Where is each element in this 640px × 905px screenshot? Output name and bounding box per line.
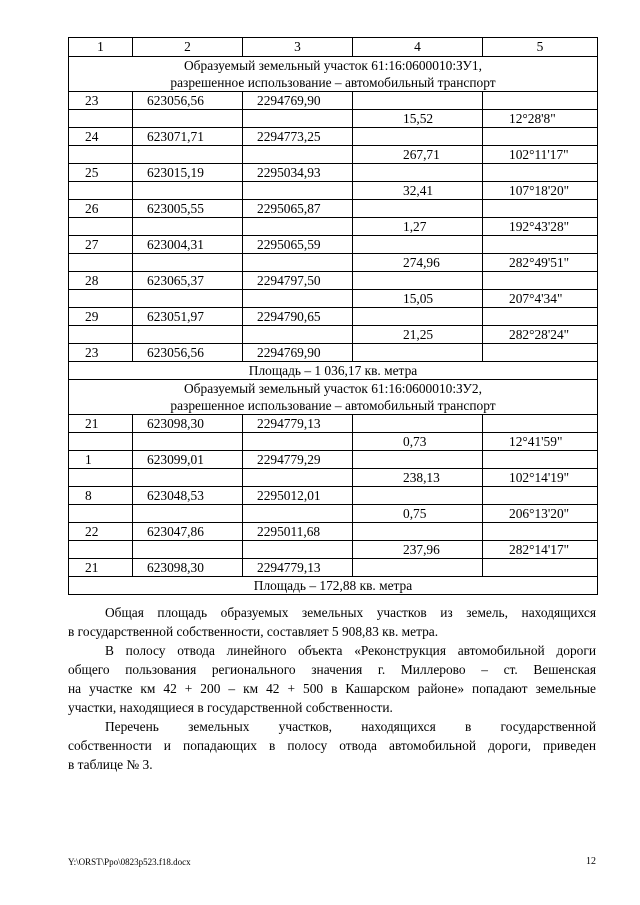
direction-angle: 282°49'51" xyxy=(483,254,598,272)
empty-cell xyxy=(483,415,598,433)
paragraph-right-of-way xyxy=(68,641,596,717)
text-line: в таблице № 3. xyxy=(68,757,153,772)
distance: 21,25 xyxy=(353,326,483,344)
section-title-line: Образуемый земельный участок 61:16:0600010:ЗУ2, xyxy=(184,381,482,396)
empty-cell xyxy=(483,451,598,469)
empty-cell xyxy=(483,559,598,577)
distance: 274,96 xyxy=(353,254,483,272)
table-header-row xyxy=(69,38,598,57)
empty-cell xyxy=(133,182,243,200)
x-coordinate: 623098,30 xyxy=(133,559,243,577)
direction-angle: 12°28'8" xyxy=(483,110,598,128)
table-row xyxy=(69,469,598,487)
section-title-row xyxy=(69,57,598,92)
empty-cell xyxy=(483,308,598,326)
coordinates-table-body xyxy=(69,38,598,595)
empty-cell xyxy=(353,523,483,541)
area-row-cell: Площадь – 1 036,17 кв. метра xyxy=(69,362,598,380)
empty-cell xyxy=(483,236,598,254)
empty-cell xyxy=(483,92,598,110)
column-header: 4 xyxy=(353,38,483,57)
y-coordinate: 2295065,59 xyxy=(243,236,353,254)
section-title-line: разрешенное использование – автомобильный транспорт xyxy=(170,398,496,413)
point-number: 28 xyxy=(69,272,133,290)
table-row xyxy=(69,505,598,523)
table-row xyxy=(69,164,598,182)
paragraph-total-area xyxy=(68,603,596,641)
empty-cell xyxy=(483,487,598,505)
distance: 238,13 xyxy=(353,469,483,487)
x-coordinate: 623071,71 xyxy=(133,128,243,146)
point-number: 8 xyxy=(69,487,133,505)
column-header: 3 xyxy=(243,38,353,57)
x-coordinate: 623051,97 xyxy=(133,308,243,326)
point-number: 21 xyxy=(69,415,133,433)
y-coordinate: 2295011,68 xyxy=(243,523,353,541)
table-row xyxy=(69,218,598,236)
table-row xyxy=(69,146,598,164)
point-number: 23 xyxy=(69,92,133,110)
area-row xyxy=(69,362,598,380)
empty-cell xyxy=(243,433,353,451)
empty-cell xyxy=(133,146,243,164)
page-number: 12 xyxy=(586,856,596,867)
table-row xyxy=(69,433,598,451)
empty-cell xyxy=(243,469,353,487)
x-coordinate: 623004,31 xyxy=(133,236,243,254)
empty-cell xyxy=(353,164,483,182)
text-line: В полосу отвода линейного объекта «Реконструкция автомобильной дороги xyxy=(105,643,596,658)
empty-cell xyxy=(243,110,353,128)
empty-cell xyxy=(353,308,483,326)
empty-cell xyxy=(353,415,483,433)
table-row xyxy=(69,523,598,541)
empty-cell xyxy=(353,487,483,505)
y-coordinate: 2295012,01 xyxy=(243,487,353,505)
point-number: 23 xyxy=(69,344,133,362)
empty-cell xyxy=(243,505,353,523)
table-row xyxy=(69,182,598,200)
empty-cell xyxy=(483,523,598,541)
y-coordinate: 2294779,13 xyxy=(243,415,353,433)
y-coordinate: 2294773,25 xyxy=(243,128,353,146)
empty-cell xyxy=(353,451,483,469)
direction-angle: 107°18'20" xyxy=(483,182,598,200)
text-line: в государственной собственности, составляет 5 908,83 кв. метра. xyxy=(68,624,439,639)
x-coordinate: 623099,01 xyxy=(133,451,243,469)
table-row xyxy=(69,110,598,128)
text-line: собственности и попадающих в полосу отвода автомобильной дороги, приведен xyxy=(68,738,596,753)
distance: 15,52 xyxy=(353,110,483,128)
y-coordinate: 2295065,87 xyxy=(243,200,353,218)
point-number: 1 xyxy=(69,451,133,469)
x-coordinate: 623048,53 xyxy=(133,487,243,505)
point-number: 25 xyxy=(69,164,133,182)
point-number: 22 xyxy=(69,523,133,541)
empty-cell xyxy=(483,128,598,146)
section-title xyxy=(69,380,598,415)
table-row xyxy=(69,487,598,505)
empty-cell xyxy=(69,541,133,559)
empty-cell xyxy=(69,505,133,523)
distance: 0,75 xyxy=(353,505,483,523)
section-title-row xyxy=(69,380,598,415)
table-row xyxy=(69,290,598,308)
direction-angle: 12°41'59" xyxy=(483,433,598,451)
distance: 267,71 xyxy=(353,146,483,164)
empty-cell xyxy=(69,254,133,272)
empty-cell xyxy=(69,433,133,451)
footer-file-path: Y:\ORST\Ppo\0823p523.f18.docx xyxy=(68,857,191,867)
empty-cell xyxy=(353,559,483,577)
table-row xyxy=(69,541,598,559)
table-row xyxy=(69,92,598,110)
y-coordinate: 2294769,90 xyxy=(243,92,353,110)
direction-angle: 192°43'28" xyxy=(483,218,598,236)
empty-cell xyxy=(243,290,353,308)
text-line: Перечень земельных участков, находящихся в государственной xyxy=(105,719,596,734)
empty-cell xyxy=(353,92,483,110)
empty-cell xyxy=(243,146,353,164)
y-coordinate: 2294779,29 xyxy=(243,451,353,469)
section-title-line: Образуемый земельный участок 61:16:0600010:ЗУ1, xyxy=(184,58,482,73)
empty-cell xyxy=(483,344,598,362)
empty-cell xyxy=(69,218,133,236)
distance: 32,41 xyxy=(353,182,483,200)
area-row xyxy=(69,577,598,595)
empty-cell xyxy=(243,254,353,272)
table-row xyxy=(69,415,598,433)
table-row xyxy=(69,128,598,146)
x-coordinate: 623047,86 xyxy=(133,523,243,541)
table-row xyxy=(69,236,598,254)
direction-angle: 282°28'24" xyxy=(483,326,598,344)
point-number: 24 xyxy=(69,128,133,146)
point-number: 26 xyxy=(69,200,133,218)
column-header: 2 xyxy=(133,38,243,57)
y-coordinate: 2294779,13 xyxy=(243,559,353,577)
empty-cell xyxy=(353,236,483,254)
empty-cell xyxy=(353,272,483,290)
empty-cell xyxy=(483,272,598,290)
distance: 0,73 xyxy=(353,433,483,451)
x-coordinate: 623015,19 xyxy=(133,164,243,182)
direction-angle: 206°13'20" xyxy=(483,505,598,523)
empty-cell xyxy=(133,433,243,451)
empty-cell xyxy=(353,128,483,146)
paragraph-list-reference xyxy=(68,717,596,774)
y-coordinate: 2294797,50 xyxy=(243,272,353,290)
table-row xyxy=(69,344,598,362)
empty-cell xyxy=(243,182,353,200)
x-coordinate: 623065,37 xyxy=(133,272,243,290)
empty-cell xyxy=(69,182,133,200)
x-coordinate: 623098,30 xyxy=(133,415,243,433)
empty-cell xyxy=(133,254,243,272)
text-line: на участке км 42 + 200 – км 42 + 500 в Кашарском районе» попадают земельные xyxy=(68,681,596,696)
empty-cell xyxy=(483,164,598,182)
empty-cell xyxy=(483,200,598,218)
column-header: 1 xyxy=(69,38,133,57)
table-row xyxy=(69,272,598,290)
body-text xyxy=(68,603,596,774)
y-coordinate: 2294790,65 xyxy=(243,308,353,326)
distance: 1,27 xyxy=(353,218,483,236)
empty-cell xyxy=(243,218,353,236)
section-title-line: разрешенное использование – автомобильный транспорт xyxy=(170,75,496,90)
empty-cell xyxy=(353,200,483,218)
direction-angle: 102°14'19" xyxy=(483,469,598,487)
coordinates-table xyxy=(68,37,598,595)
empty-cell xyxy=(133,326,243,344)
empty-cell xyxy=(69,290,133,308)
empty-cell xyxy=(133,541,243,559)
empty-cell xyxy=(133,505,243,523)
empty-cell xyxy=(243,541,353,559)
table-row xyxy=(69,200,598,218)
x-coordinate: 623056,56 xyxy=(133,92,243,110)
y-coordinate: 2294769,90 xyxy=(243,344,353,362)
table-row xyxy=(69,308,598,326)
empty-cell xyxy=(243,326,353,344)
text-line: участки, находящиеся в государственной собственности. xyxy=(68,700,393,715)
table-row xyxy=(69,254,598,272)
text-line: общего пользования регионального значения г. Миллерово – ст. Вешенская xyxy=(68,662,596,677)
direction-angle: 207°4'34" xyxy=(483,290,598,308)
table-row xyxy=(69,326,598,344)
empty-cell xyxy=(133,469,243,487)
empty-cell xyxy=(133,218,243,236)
table-row xyxy=(69,451,598,469)
empty-cell xyxy=(133,110,243,128)
text-line: Общая площадь образуемых земельных участков из земель, находящихся xyxy=(105,605,596,620)
direction-angle: 282°14'17" xyxy=(483,541,598,559)
empty-cell xyxy=(69,146,133,164)
direction-angle: 102°11'17" xyxy=(483,146,598,164)
empty-cell xyxy=(133,290,243,308)
distance: 15,05 xyxy=(353,290,483,308)
point-number: 21 xyxy=(69,559,133,577)
point-number: 27 xyxy=(69,236,133,254)
section-title xyxy=(69,57,598,92)
x-coordinate: 623056,56 xyxy=(133,344,243,362)
y-coordinate: 2295034,93 xyxy=(243,164,353,182)
empty-cell xyxy=(69,469,133,487)
table-row xyxy=(69,559,598,577)
distance: 237,96 xyxy=(353,541,483,559)
column-header: 5 xyxy=(483,38,598,57)
point-number: 29 xyxy=(69,308,133,326)
area-row-cell: Площадь – 172,88 кв. метра xyxy=(69,577,598,595)
empty-cell xyxy=(353,344,483,362)
empty-cell xyxy=(69,326,133,344)
empty-cell xyxy=(69,110,133,128)
x-coordinate: 623005,55 xyxy=(133,200,243,218)
